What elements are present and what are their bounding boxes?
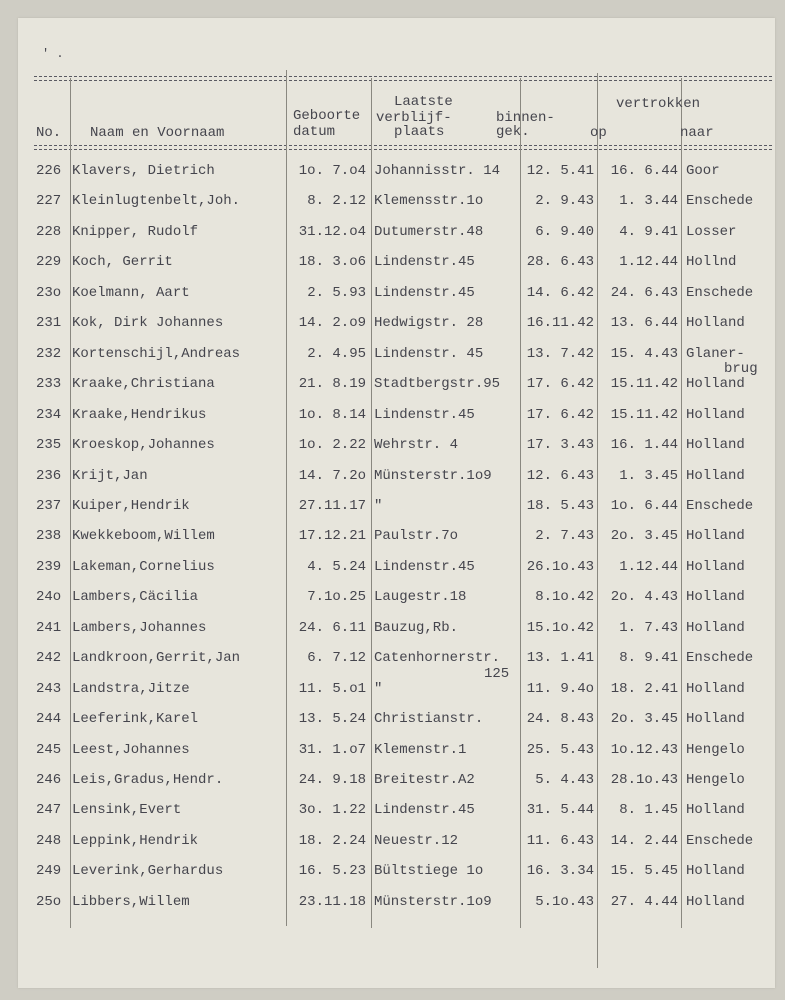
row-destination: Holland xyxy=(686,711,745,728)
header-naar: naar xyxy=(680,125,714,141)
row-number: 243 xyxy=(36,680,62,697)
row-name: Koelmann, Aart xyxy=(72,284,190,301)
row-number: 242 xyxy=(36,650,62,667)
row-destination: Hollnd xyxy=(686,254,737,271)
row-address: Johannisstr. 14 xyxy=(374,163,501,179)
col-divider-addr xyxy=(520,78,521,928)
row-address: Paulstr.7o xyxy=(374,528,459,545)
row-arrival: 17. 6.42 xyxy=(526,376,594,393)
row-address: Bauzug,Rb. xyxy=(374,619,459,636)
row-address: Bültstiege 1o xyxy=(374,863,484,880)
row-number: 25o xyxy=(36,893,62,910)
row-number: 235 xyxy=(36,437,62,454)
row-departure: 13. 6.44 xyxy=(610,315,678,332)
row-birth: 3o. 1.22 xyxy=(298,802,366,819)
row-name: Lakeman,Cornelius xyxy=(72,558,215,575)
header-op: op xyxy=(590,125,607,141)
header-name: Naam en Voornaam xyxy=(90,125,225,141)
row-destination: Holland xyxy=(686,315,745,332)
row-departure: 1.12.44 xyxy=(619,254,678,271)
header-addr-1: Laatste xyxy=(394,94,453,110)
row-birth: 14. 2.o9 xyxy=(298,315,366,332)
row-address: Hedwigstr. 28 xyxy=(374,315,484,332)
header-addr-2: verblijf- xyxy=(376,110,452,126)
row-number: 236 xyxy=(36,467,62,484)
row-arrival: 18. 5.43 xyxy=(526,497,594,514)
row-number: 229 xyxy=(36,254,62,271)
row-destination: Holland xyxy=(686,680,745,697)
row-departure: 1o. 6.44 xyxy=(610,497,678,514)
row-number: 246 xyxy=(36,772,62,788)
header-rule-bottom-2 xyxy=(34,149,772,150)
row-departure: 1. 3.45 xyxy=(619,467,678,484)
row-name: Landkroon,Gerrit,Jan xyxy=(72,650,241,667)
row-address: Wehrstr. 4 xyxy=(374,437,459,454)
row-destination: Losser xyxy=(686,223,737,240)
row-birth: 14. 7.2o xyxy=(298,467,366,484)
row-arrival: 16. 3.34 xyxy=(526,863,594,880)
row-name: Koch, Gerrit xyxy=(72,254,173,271)
row-name: Lambers,Cäcilia xyxy=(72,589,199,606)
row-number: 228 xyxy=(36,223,62,240)
header-birth-1: Geboorte xyxy=(293,108,361,124)
row-destination: Enschede xyxy=(686,284,754,301)
row-arrival: 13. 7.42 xyxy=(526,345,594,362)
row-address: Neuestr.12 xyxy=(374,832,459,849)
row-address: Lindenstr.45 xyxy=(374,406,475,423)
row-destination: Holland xyxy=(686,528,745,545)
row-departure: 1. 3.44 xyxy=(619,193,678,210)
row-destination: Holland xyxy=(686,558,745,575)
row-birth: 13. 5.24 xyxy=(298,711,366,728)
row-number: 237 xyxy=(36,497,62,514)
row-destination: Enschede xyxy=(686,497,754,514)
row-name: Kortenschijl,Andreas xyxy=(72,345,241,362)
row-birth: 31.12.o4 xyxy=(298,223,366,240)
row-departure: 16. 1.44 xyxy=(610,437,678,454)
row-address: Breitestr.A2 xyxy=(374,772,475,788)
row-arrival: 14. 6.42 xyxy=(526,284,594,301)
row-departure: 27. 4.44 xyxy=(610,893,678,910)
row-name: Knipper, Rudolf xyxy=(72,223,199,240)
row-birth: 2. 5.93 xyxy=(307,284,366,301)
row-departure: 2o. 3.45 xyxy=(610,711,678,728)
row-name: Leverink,Gerhardus xyxy=(72,863,224,880)
row-arrival: 11. 6.43 xyxy=(526,832,594,849)
row-destination-2: brug xyxy=(724,360,758,377)
row-arrival: 2. 7.43 xyxy=(535,528,594,545)
row-name: Leppink,Hendrik xyxy=(72,832,199,849)
row-birth: 2. 4.95 xyxy=(307,345,366,362)
row-arrival: 5.1o.43 xyxy=(535,893,594,910)
header-vertrokken: vertrokken xyxy=(616,96,701,112)
row-number: 247 xyxy=(36,802,62,819)
row-number: 248 xyxy=(36,832,62,849)
row-departure: 15. 5.45 xyxy=(610,863,678,880)
row-destination: Holland xyxy=(686,893,745,910)
header-binnen-2: gek. xyxy=(496,124,530,140)
row-address: Lindenstr.45 xyxy=(374,284,475,301)
row-arrival: 24. 8.43 xyxy=(526,711,594,728)
row-destination: Holland xyxy=(686,619,745,636)
row-departure: 15.11.42 xyxy=(610,376,678,393)
row-birth: 18. 3.o6 xyxy=(298,254,366,271)
row-number: 249 xyxy=(36,863,62,880)
row-address: Klemenstr.1 xyxy=(374,741,467,758)
row-arrival: 6. 9.40 xyxy=(535,223,594,240)
row-destination: Goor xyxy=(686,163,720,179)
row-birth: 1o. 7.o4 xyxy=(298,163,366,179)
row-arrival: 2. 9.43 xyxy=(535,193,594,210)
row-address: Lindenstr.45 xyxy=(374,802,475,819)
row-address-2: 125 xyxy=(484,666,510,683)
row-address: Laugestr.18 xyxy=(374,589,467,606)
row-birth: 27.11.17 xyxy=(298,497,366,514)
row-name: Klavers, Dietrich xyxy=(72,163,215,179)
row-birth: 16. 5.23 xyxy=(298,863,366,880)
row-arrival: 17. 6.42 xyxy=(526,406,594,423)
col-divider-no xyxy=(70,78,71,928)
row-departure: 2o. 3.45 xyxy=(610,528,678,545)
row-name: Kraake,Christiana xyxy=(72,376,215,393)
row-arrival: 16.11.42 xyxy=(526,315,594,332)
row-birth: 17.12.21 xyxy=(298,528,366,545)
row-destination: Holland xyxy=(686,863,745,880)
row-name: Libbers,Willem xyxy=(72,893,190,910)
row-address: " xyxy=(374,497,383,514)
header-rule-bottom xyxy=(34,145,772,146)
row-birth: 7.1o.25 xyxy=(307,589,366,606)
row-departure: 4. 9.41 xyxy=(619,223,678,240)
row-name: Kok, Dirk Johannes xyxy=(72,315,224,332)
row-number: 238 xyxy=(36,528,62,545)
row-departure: 14. 2.44 xyxy=(610,832,678,849)
row-number: 232 xyxy=(36,345,62,362)
row-address: " xyxy=(374,680,383,697)
row-destination: Holland xyxy=(686,467,745,484)
row-arrival: 8.1o.42 xyxy=(535,589,594,606)
row-departure: 1o.12.43 xyxy=(610,741,678,758)
row-address: Dutumerstr.48 xyxy=(374,223,484,240)
row-address: Lindenstr. 45 xyxy=(374,345,484,362)
row-destination: Glaner- xyxy=(686,345,745,362)
row-departure: 16. 6.44 xyxy=(610,163,678,179)
row-destination: Holland xyxy=(686,406,745,423)
row-name: Kraake,Hendrikus xyxy=(72,406,207,423)
row-arrival: 31. 5.44 xyxy=(526,802,594,819)
row-departure: 18. 2.41 xyxy=(610,680,678,697)
row-arrival: 5. 4.43 xyxy=(535,772,594,788)
row-arrival: 15.1o.42 xyxy=(526,619,594,636)
row-number: 231 xyxy=(36,315,62,332)
row-name: Kleinlugtenbelt,Joh. xyxy=(72,193,241,210)
document-page xyxy=(18,18,775,988)
row-number: 234 xyxy=(36,406,62,423)
col-divider-name xyxy=(286,70,287,926)
row-departure: 15. 4.43 xyxy=(610,345,678,362)
row-arrival: 12. 5.41 xyxy=(526,163,594,179)
row-arrival: 28. 6.43 xyxy=(526,254,594,271)
row-address: Lindenstr.45 xyxy=(374,558,475,575)
row-birth: 21. 8.19 xyxy=(298,376,366,393)
header-no: No. xyxy=(36,125,62,141)
row-number: 241 xyxy=(36,619,62,636)
row-destination: Hengelo xyxy=(686,741,745,758)
row-destination: Enschede xyxy=(686,650,754,667)
row-birth: 24. 6.11 xyxy=(298,619,366,636)
row-birth: 11. 5.o1 xyxy=(298,680,366,697)
row-birth: 8. 2.12 xyxy=(307,193,366,210)
row-departure: 15.11.42 xyxy=(610,406,678,423)
header-birth-2: datum xyxy=(293,124,336,140)
row-arrival: 11. 9.4o xyxy=(526,680,594,697)
row-name: Leest,Johannes xyxy=(72,741,190,758)
row-departure: 2o. 4.43 xyxy=(610,589,678,606)
row-destination: Holland xyxy=(686,376,745,393)
row-name: Lambers,Johannes xyxy=(72,619,207,636)
row-departure: 8. 9.41 xyxy=(619,650,678,667)
row-address: Christianstr. xyxy=(374,711,484,728)
row-name: Lensink,Evert xyxy=(72,802,182,819)
row-birth: 24. 9.18 xyxy=(298,772,366,788)
row-number: 239 xyxy=(36,558,62,575)
header-rule-top xyxy=(34,76,772,77)
row-address: Münsterstr.1o9 xyxy=(374,893,492,910)
row-address: Catenhornerstr. xyxy=(374,650,501,667)
row-birth: 1o. 2.22 xyxy=(298,437,366,454)
row-name: Leeferink,Karel xyxy=(72,711,199,728)
col-divider-in xyxy=(597,73,598,968)
col-divider-out xyxy=(681,78,682,928)
row-number: 244 xyxy=(36,711,62,728)
row-name: Kroeskop,Johannes xyxy=(72,437,215,454)
row-address: Stadtbergstr.95 xyxy=(374,376,501,393)
row-birth: 6. 7.12 xyxy=(307,650,366,667)
row-birth: 18. 2.24 xyxy=(298,832,366,849)
row-departure: 28.1o.43 xyxy=(610,772,678,788)
row-number: 24o xyxy=(36,589,62,606)
header-binnen-1: binnen- xyxy=(496,110,555,126)
row-arrival: 12. 6.43 xyxy=(526,467,594,484)
row-birth: 1o. 8.14 xyxy=(298,406,366,423)
row-number: 233 xyxy=(36,376,62,393)
row-destination: Holland xyxy=(686,802,745,819)
header-rule-top-2 xyxy=(34,80,772,81)
row-departure: 8. 1.45 xyxy=(619,802,678,819)
row-name: Kwekkeboom,Willem xyxy=(72,528,215,545)
row-departure: 1. 7.43 xyxy=(619,619,678,636)
row-arrival: 25. 5.43 xyxy=(526,741,594,758)
row-address: Münsterstr.1o9 xyxy=(374,467,492,484)
row-address: Klemensstr.1o xyxy=(374,193,484,210)
row-birth: 4. 5.24 xyxy=(307,558,366,575)
row-destination: Holland xyxy=(686,589,745,606)
row-arrival: 17. 3.43 xyxy=(526,437,594,454)
col-divider-birth xyxy=(371,78,372,928)
row-number: 23o xyxy=(36,284,62,301)
row-destination: Holland xyxy=(686,437,745,454)
row-name: Krijt,Jan xyxy=(72,467,148,484)
row-number: 227 xyxy=(36,193,62,210)
row-departure: 1.12.44 xyxy=(619,558,678,575)
row-departure: 24. 6.43 xyxy=(610,284,678,301)
row-name: Leis,Gradus,Hendr. xyxy=(72,772,224,788)
row-destination: Enschede xyxy=(686,832,754,849)
row-number: 245 xyxy=(36,741,62,758)
row-destination: Enschede xyxy=(686,193,754,210)
row-address: Lindenstr.45 xyxy=(374,254,475,271)
row-destination: Hengelo xyxy=(686,772,745,788)
row-name: Kuiper,Hendrik xyxy=(72,497,190,514)
header-addr-3: plaats xyxy=(394,124,445,140)
row-name: Landstra,Jitze xyxy=(72,680,190,697)
row-arrival: 13. 1.41 xyxy=(526,650,594,667)
row-birth: 23.11.18 xyxy=(298,893,366,910)
row-birth: 31. 1.o7 xyxy=(298,741,366,758)
row-number: 226 xyxy=(36,163,62,179)
top-mark: ' . xyxy=(42,47,64,61)
row-arrival: 26.1o.43 xyxy=(526,558,594,575)
